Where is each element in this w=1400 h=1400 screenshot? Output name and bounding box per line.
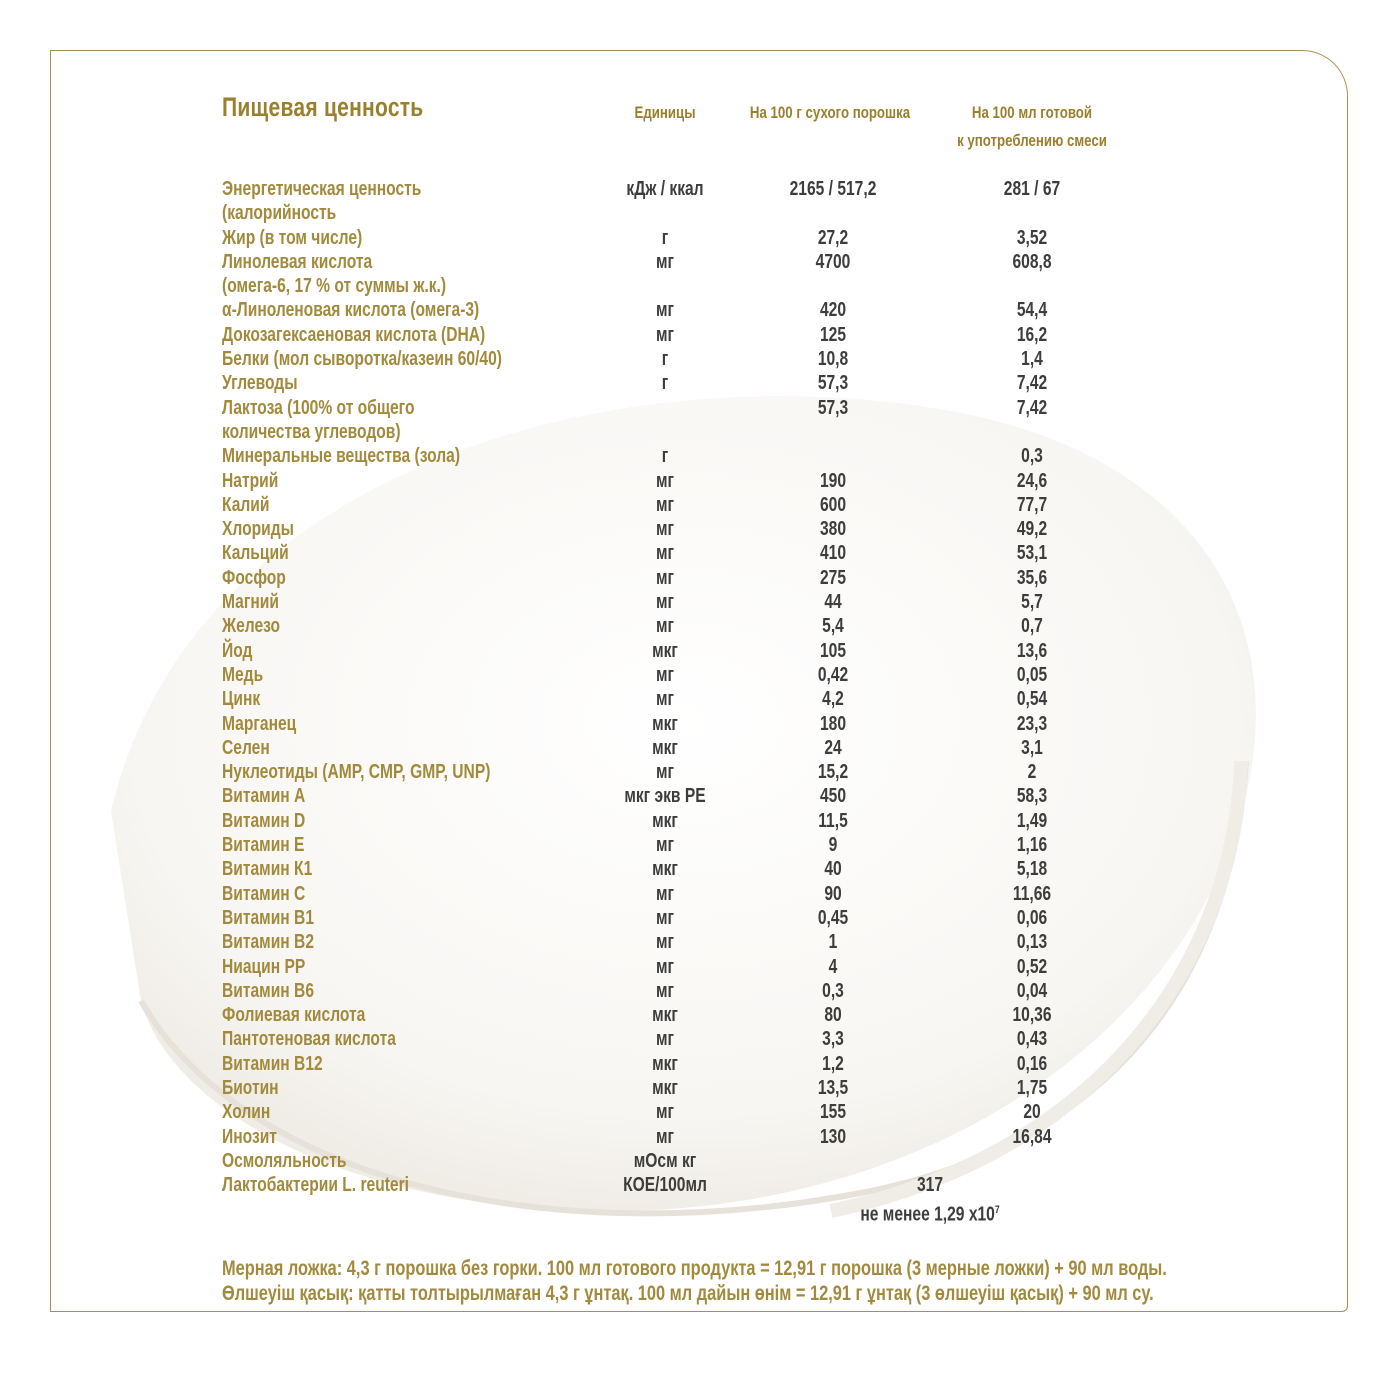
nutrient-unit: мкг: [652, 809, 678, 832]
value-per-100ml: 16,2: [1016, 323, 1048, 346]
value-per-100g: 40: [824, 858, 842, 881]
nutrient-name: Жир (в том числе): [222, 226, 363, 249]
nutrition-table: [0, 177, 1400, 1197]
value-per-100ml: 281 / 67: [1003, 178, 1061, 200]
value-per-100ml: 49,2: [1016, 518, 1048, 541]
nutrient-unit: мг: [655, 882, 675, 905]
nutrient-name: Медь: [222, 663, 264, 686]
value-per-100ml: 2: [1027, 761, 1037, 784]
nutrient-name: Калий: [222, 493, 270, 516]
value-per-100g: 105: [819, 639, 847, 662]
value-per-100g: 130: [819, 1125, 847, 1148]
value-per-100g: 13,5: [817, 1076, 849, 1099]
nutrient-unit: мг: [655, 931, 675, 954]
table-row: [0, 687, 1400, 711]
nutrient-unit: мг: [655, 1101, 675, 1124]
nutrient-unit: г: [661, 445, 669, 468]
value-per-100g: 57,3: [817, 396, 849, 419]
nutrient-name: Марганец: [222, 712, 297, 735]
nutrient-name: Линолевая кислота (омега-6, 17 % от суммы ж.к.): [222, 250, 447, 298]
nutrient-unit: мкг: [652, 712, 678, 735]
nutrient-name: α-Линоленовая кислота (омега-3): [222, 299, 480, 322]
nutrient-name: Фосфор: [222, 566, 286, 589]
nutrient-name: Цинк: [222, 688, 261, 711]
table-row: [0, 857, 1400, 881]
value-per-100ml: 0,52: [1016, 955, 1048, 978]
header-per-100ml: [929, 99, 1135, 155]
nutrient-unit: мг: [655, 299, 675, 322]
value-per-100g: 90: [824, 882, 842, 905]
lactobacteria-exponent: 7: [994, 1204, 1000, 1216]
value-per-100g: 15,2: [817, 761, 849, 784]
nutrient-unit: мг: [655, 469, 675, 492]
nutrient-unit: мг: [655, 250, 675, 273]
value-per-100g: 4: [828, 955, 838, 978]
value-per-100ml: 7,42: [1016, 372, 1048, 395]
value-per-100ml: 5,7: [1021, 591, 1043, 614]
value-per-100ml: 13,6: [1016, 639, 1048, 662]
table-row: [0, 712, 1400, 736]
value-per-100ml: 608,8: [1012, 250, 1052, 273]
table-row: [0, 833, 1400, 857]
nutrient-unit: мкг: [652, 1004, 678, 1027]
table-row: [0, 371, 1400, 395]
nutrient-unit: кДж / ккал: [626, 178, 704, 200]
value-per-100ml: 3,52: [1016, 226, 1048, 249]
value-per-100ml: 0,54: [1016, 688, 1048, 711]
nutrient-unit: мг: [655, 518, 675, 541]
table-row: [0, 517, 1400, 541]
table-row: [0, 979, 1400, 1003]
nutrient-unit: мг: [655, 906, 675, 929]
nutrient-unit: мг: [655, 663, 675, 686]
nutrient-unit: [587, 396, 743, 420]
table-row: [0, 1100, 1400, 1124]
nutrient-name: Инозит: [222, 1125, 277, 1148]
value-per-100g: 0,45: [817, 906, 849, 929]
nutrient-unit: мг: [655, 493, 675, 516]
value-per-100g: 0,3: [822, 979, 844, 1002]
header-units: Единицы: [634, 103, 696, 122]
nutrient-unit: мг: [655, 1125, 675, 1148]
nutrient-unit: мкг: [652, 1076, 678, 1099]
table-row: [0, 809, 1400, 833]
nutrient-unit: КОЕ/100мл: [623, 1174, 707, 1197]
value-per-100g: 155: [819, 1101, 847, 1124]
value-per-100ml: 5,18: [1016, 858, 1048, 881]
nutrient-name: Пантотеновая кислота: [222, 1028, 396, 1051]
table-row: [0, 955, 1400, 979]
value-per-100ml: 1,75: [1016, 1076, 1048, 1099]
nutrient-name: Магний: [222, 591, 279, 614]
table-row: [0, 1125, 1400, 1149]
value-per-100ml: 54,4: [1016, 299, 1048, 322]
nutrient-name: Углеводы: [222, 372, 298, 395]
nutrient-unit: мг: [655, 591, 675, 614]
table-row: [0, 882, 1400, 906]
value-per-100ml: 0,16: [1016, 1052, 1048, 1075]
value-per-100g: 1: [828, 931, 838, 954]
value-per-100ml: 10,36: [1012, 1004, 1052, 1027]
footer-line-ru: Мерная ложка: 4,3 г порошка без горки. 100 мл готового продукта = 12,91 г порошка (3 мерные ложки) + 90 мл воды.: [222, 1257, 1167, 1280]
value-per-100g: 420: [819, 299, 847, 322]
value-per-100g: 10,8: [817, 348, 849, 371]
nutrient-name: Витамин С: [222, 882, 306, 905]
nutrient-name: Фолиевая кислота: [222, 1004, 366, 1027]
nutrient-unit: мг: [655, 1028, 675, 1051]
nutrient-name: Селен: [222, 736, 270, 759]
table-row: [0, 590, 1400, 614]
page-title: Пищевая ценность: [222, 92, 424, 122]
lactobacteria-value: [813, 1198, 1047, 1227]
value-per-100ml: 24,6: [1016, 469, 1048, 492]
value-per-100g: 80: [824, 1004, 842, 1027]
nutrient-unit: мкг: [652, 858, 678, 881]
nutrient-name: Докозагексаеновая кислота (DHA): [222, 323, 486, 346]
value-per-100ml: 0,06: [1016, 906, 1048, 929]
value-per-100g: 600: [819, 493, 847, 516]
value-per-100g: 125: [819, 323, 847, 346]
nutrient-unit: мг: [655, 761, 675, 784]
nutrient-name: Кальций: [222, 542, 289, 565]
nutrient-name: Витамин D: [222, 809, 306, 832]
nutrient-unit: мкг экв РЕ: [624, 785, 706, 808]
nutrient-unit: г: [661, 348, 669, 371]
value-per-100ml: [954, 1149, 1110, 1173]
value-per-100g: 57,3: [817, 372, 849, 395]
table-row: [0, 930, 1400, 954]
value-per-100g: 450: [819, 785, 847, 808]
nutrient-name: Минеральные вещества (зола): [222, 445, 461, 468]
value-per-100ml: 53,1: [1016, 542, 1048, 565]
value-per-100g: 5,4: [822, 615, 844, 638]
footer-line-kz: Өлшеуіш қасық: қатты толтырылмаған 4,3 г ұнтақ. 100 мл дайын өнім = 12,91 г ұнтақ (3 өлшеуіш қасық) + 90 мл су.: [222, 1282, 1154, 1305]
value-per-100ml: 1,4: [1021, 348, 1043, 371]
lactobacteria-value-text: не менее 1,29 x10: [860, 1203, 995, 1226]
table-row: [0, 906, 1400, 930]
nutrient-unit: мкг: [652, 1052, 678, 1075]
header-per-100g: На 100 г сухого порошка: [749, 103, 911, 122]
value-per-100ml: 0,7: [1021, 615, 1043, 638]
value-per-100g: 3,3: [822, 1028, 844, 1051]
nutrient-name: Нуклеотиды (AMP, CMP, GMP, UNP): [222, 761, 491, 784]
nutrient-name: Натрий: [222, 469, 279, 492]
value-per-100ml: 1,49: [1016, 809, 1048, 832]
nutrient-name: Холин: [222, 1101, 271, 1124]
nutrient-name: Энергетическая ценность (калорийность: [222, 178, 422, 225]
table-row: [0, 493, 1400, 517]
table-row: [0, 396, 1400, 445]
table-row: [0, 1149, 1400, 1173]
table-row: [0, 1003, 1400, 1027]
nutrient-unit: мг: [655, 323, 675, 346]
value-per-100g: 410: [819, 542, 847, 565]
nutrient-name: Витамин А: [222, 785, 306, 808]
value-per-100ml: 0,13: [1016, 931, 1048, 954]
nutrient-name: Витамин В6: [222, 979, 315, 1002]
value-per-100g: 1,2: [822, 1052, 844, 1075]
value-per-100g: 9: [828, 834, 838, 857]
nutrient-unit: г: [661, 372, 669, 395]
nutrient-name: Лактобактерии L. reuteri: [222, 1174, 410, 1197]
table-row: [0, 177, 1400, 226]
value-per-100g: 4,2: [822, 688, 844, 711]
nutrient-name: Осмоляльность: [222, 1149, 347, 1172]
value-per-100ml: 35,6: [1016, 566, 1048, 589]
value-per-100g: 180: [819, 712, 847, 735]
header-per-100ml-line1: На 100 мл готовой: [971, 103, 1093, 122]
value-per-100ml: 0,04: [1016, 979, 1048, 1002]
nutrient-unit: мг: [655, 955, 675, 978]
table-row: [0, 1076, 1400, 1100]
osmolality-value: 317: [916, 1174, 944, 1196]
table-row: [0, 250, 1400, 299]
nutrient-unit: мг: [655, 566, 675, 589]
nutrient-name: Витамин В2: [222, 931, 315, 954]
value-per-100g: 380: [819, 518, 847, 541]
nutrient-unit: мОсм кг: [633, 1149, 697, 1172]
nutrient-unit: мкг: [652, 736, 678, 759]
nutrient-unit: мг: [655, 834, 675, 857]
value-per-100ml: 77,7: [1016, 493, 1048, 516]
value-per-100g: 4700: [815, 250, 851, 273]
value-per-100g: [755, 444, 911, 468]
table-row: [0, 541, 1400, 565]
nutrient-name: Биотин: [222, 1076, 279, 1099]
nutrient-name: Белки (мол сыворотка/казеин 60/40): [222, 348, 502, 371]
value-per-100ml: 11,66: [1012, 882, 1052, 905]
table-row: [0, 663, 1400, 687]
table-row: [0, 226, 1400, 250]
value-per-100g: 24: [824, 736, 842, 759]
nutrient-name: Хлориды: [222, 518, 294, 541]
nutrient-name: Ниацин РР: [222, 955, 306, 978]
nutrient-name: Витамин К1: [222, 858, 313, 881]
table-row: [0, 784, 1400, 808]
table-row: [0, 323, 1400, 347]
nutrient-name: Йод: [222, 639, 253, 662]
nutrient-unit: мг: [655, 615, 675, 638]
table-row: [0, 566, 1400, 590]
nutrient-unit: г: [661, 226, 669, 249]
nutrient-name: Витамин В1: [222, 906, 315, 929]
value-per-100g: 11,5: [818, 809, 848, 832]
table-row: [0, 614, 1400, 638]
value-per-100ml: 0,05: [1016, 663, 1048, 686]
value-per-100ml: 0,43: [1016, 1028, 1048, 1051]
value-per-100ml: 58,3: [1016, 785, 1048, 808]
table-row: [0, 760, 1400, 784]
table-row: [0, 444, 1400, 468]
table-row: [0, 298, 1400, 322]
table-row: [0, 1052, 1400, 1076]
value-per-100g: 2165 / 517,2: [789, 178, 877, 200]
value-per-100ml: 1,16: [1016, 834, 1048, 857]
nutrient-unit: мг: [655, 979, 675, 1002]
header-per-100ml-line2: к употреблению смеси: [957, 131, 1107, 150]
value-per-100ml: 23,3: [1016, 712, 1048, 735]
value-per-100ml: 3,1: [1021, 736, 1043, 759]
nutrient-name: Железо: [222, 615, 281, 638]
value-per-100ml: 16,84: [1012, 1125, 1052, 1148]
nutrient-unit: мг: [655, 542, 675, 565]
nutrient-name: Витамин В12: [222, 1052, 323, 1075]
value-per-100g: 0,42: [817, 663, 849, 686]
nutrient-unit: мкг: [652, 639, 678, 662]
table-row: [0, 736, 1400, 760]
value-per-100ml: 7,42: [1016, 396, 1048, 419]
footer-note: [222, 1256, 1167, 1306]
table-row: [0, 469, 1400, 493]
value-per-100g: 190: [819, 469, 847, 492]
table-row: [0, 1027, 1400, 1051]
value-per-100g: 44: [824, 591, 842, 614]
value-per-100g: 27,2: [817, 226, 849, 249]
nutrient-name: Лактоза (100% от общего количества углеводов): [222, 396, 415, 443]
nutrient-unit: мг: [655, 688, 675, 711]
table-row: [0, 347, 1400, 371]
value-per-100ml: 20: [1023, 1101, 1041, 1124]
value-per-100g: 275: [819, 566, 847, 589]
table-row: [0, 639, 1400, 663]
value-per-100g: [755, 1149, 911, 1173]
table-row: [0, 1173, 1400, 1197]
nutrient-name: Витамин Е: [222, 834, 305, 857]
value-per-100ml: 0,3: [1021, 445, 1043, 468]
